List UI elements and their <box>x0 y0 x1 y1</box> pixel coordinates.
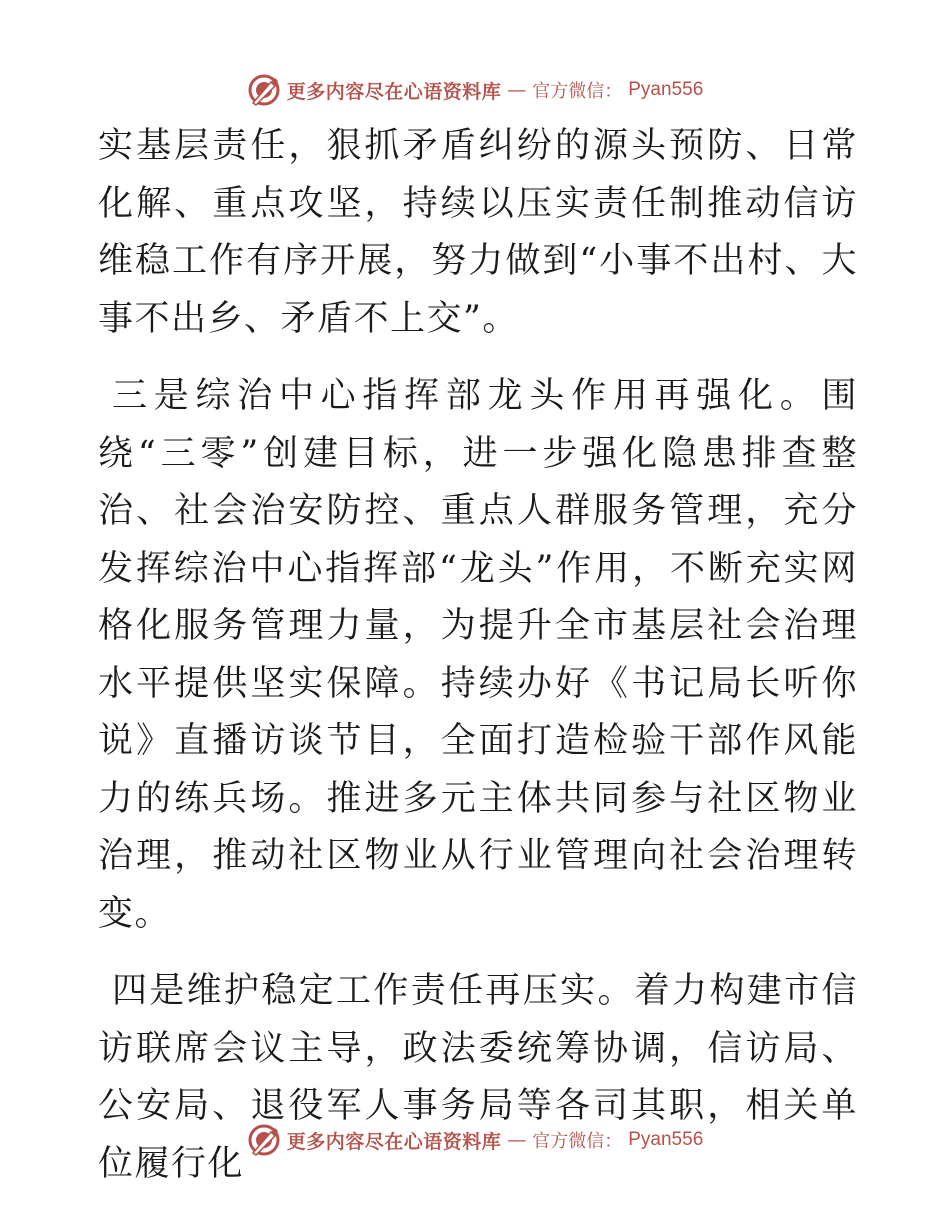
paragraph-point-three: 三是综治中心指挥部龙头作用再强化。围绕“三零”创建目标，进一步强化隐患排查整治、社会治安防控、重点人群服务管理，充分发挥综治中心指挥部“龙头”作用，不断充实网格化服务管理力量，为提升全市基层社会治理水平提供坚实保障。持续办好《书记局长听你说》直播访谈节目，全面打造检验干部作风能力的练兵场。推进多元主体共同参与社区物业治理，推动社区物业从行业管理向社会治理转变。 <box>98 376 858 934</box>
watermark-label: 官方微信： <box>532 81 623 102</box>
watermark-label: 官方微信： <box>532 1131 623 1152</box>
watermark-wechat-id: Pyan556 <box>628 79 704 100</box>
paragraph-point-four: 四是维护稳定工作责任再压实。着力构建市信访联席会议主导，政法委统筹协调，信访局、公安局、退役军人事务局等各司其职，相关单位履行化 <box>98 971 858 1184</box>
footer-watermark <box>0 1120 950 1160</box>
pen-logo-icon <box>247 1123 281 1157</box>
watermark-separator: — <box>507 1129 527 1151</box>
watermark-site-text: 更多内容尽在心语资料库 <box>286 1130 502 1153</box>
watermark-site-text: 更多内容尽在心语资料库 <box>286 80 502 103</box>
watermark-wechat-id: Pyan556 <box>628 1129 704 1150</box>
header-watermark <box>0 70 950 110</box>
document-body <box>98 118 858 1193</box>
watermark-separator: — <box>507 79 527 101</box>
pen-logo-icon <box>247 73 281 107</box>
paragraph-continued: 实基层责任，狠抓矛盾纠纷的源头预防、日常化解、重点攻坚，持续以压实责任制推动信访维稳工作有序开展，努力做到“小事不出村、大事不出乡、矛盾不上交”。 <box>98 126 858 339</box>
